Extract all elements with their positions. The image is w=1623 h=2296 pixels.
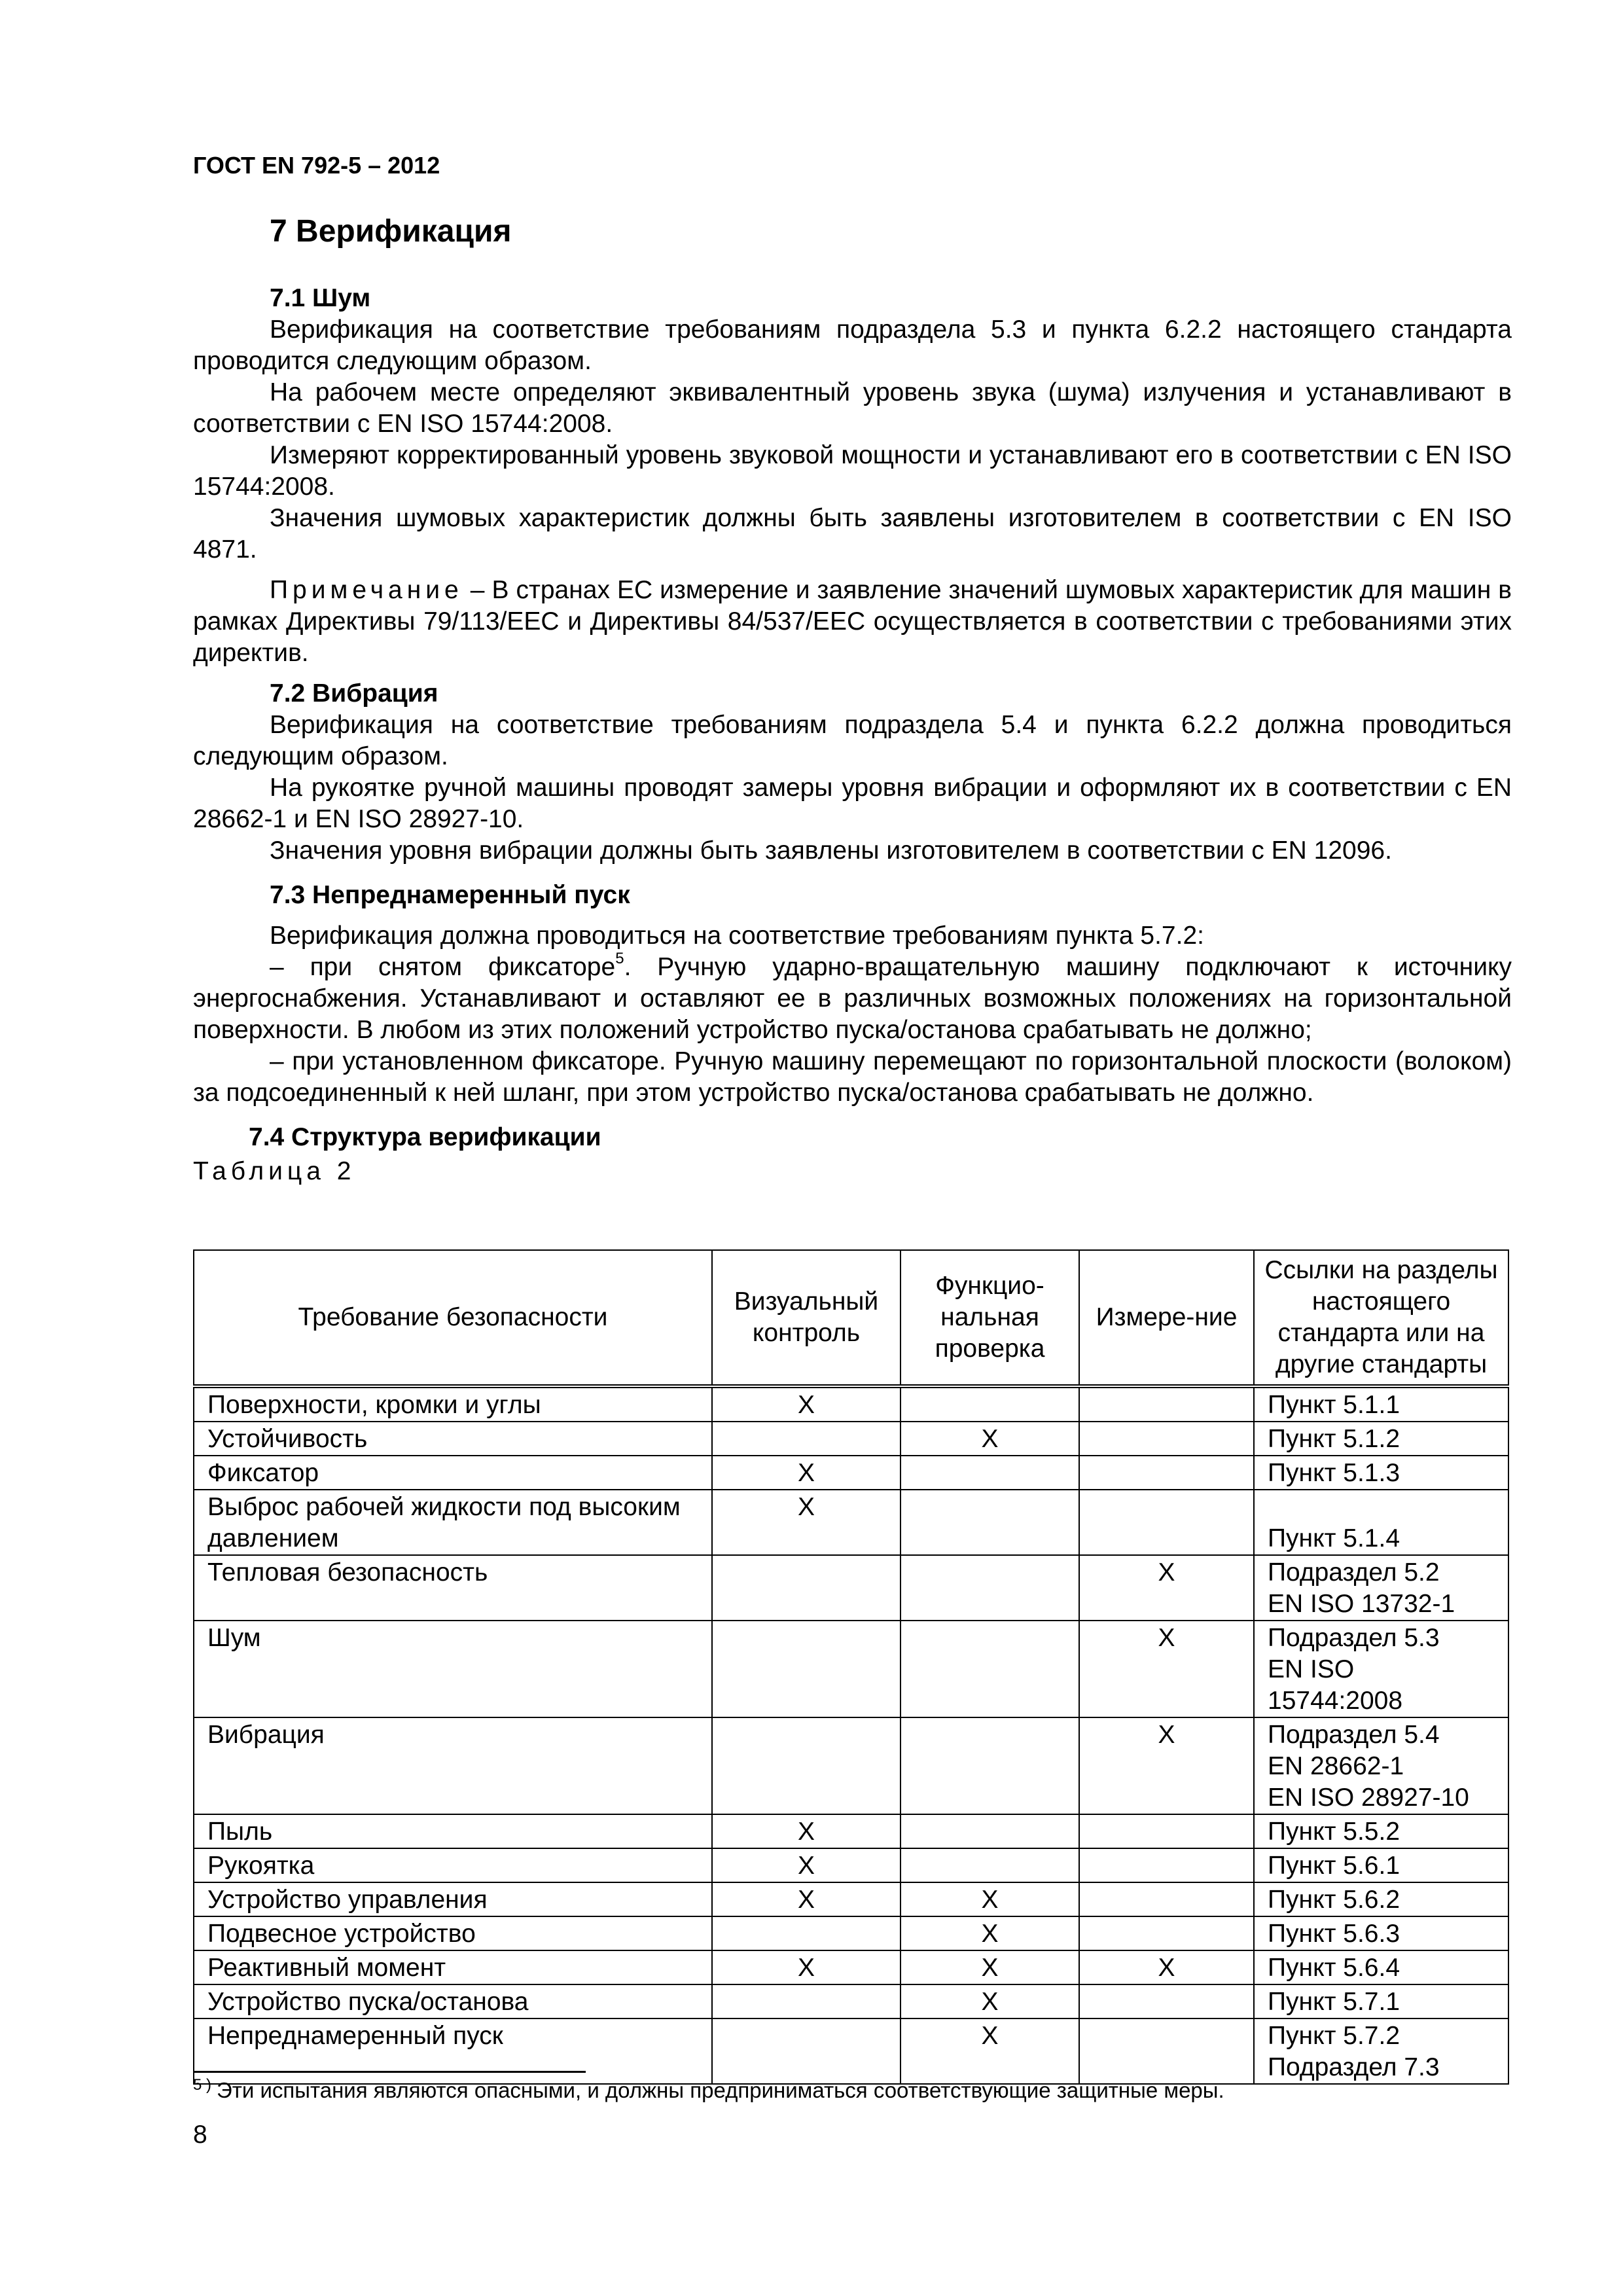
measurement-cell [1079,1882,1254,1916]
functional-cell [901,1555,1079,1621]
functional-cell [901,1456,1079,1490]
table-row [194,1621,1508,1717]
requirement-cell [194,1422,712,1456]
functional-cell-text: X [981,1954,999,1982]
visual-cell-text: X [797,1818,815,1846]
note-text: – В странах ЕС измерение и заявление значений шумовых характеристик для машин в рамках Директивы 79/113/EEC и Директивы 84/537/EEC осуществляется в соответствии с требованиями этих директив. [193,576,1512,667]
table-row [194,2018,1508,2084]
table-row [194,1916,1508,1950]
reference-cell [1254,1456,1508,1490]
requirement-cell-text: Пыль [207,1818,273,1846]
reference-cell-text: Пункт 5.7.2 [1268,2022,1400,2050]
functional-cell [901,1386,1079,1422]
requirement-cell-text: Непреднамеренный пуск [207,2022,503,2050]
verification-table [193,1249,1509,2085]
header-references: Ссылки на разделы настоящего стандарта или на другие стандарты [1254,1250,1508,1386]
reference-cell [1254,1621,1508,1717]
reference-cell [1254,1950,1508,1984]
table-row [194,1555,1508,1621]
functional-cell-text: X [981,1988,999,2016]
paragraph: Верификация на соответствие требованиям подраздела 5.3 и пункта 6.2.2 настоящего стандарта проводится следующим образом. [193,315,1512,375]
reference-cell [1254,1882,1508,1916]
reference-cell-text: Пункт 5.1.3 [1268,1459,1400,1487]
paragraph-start: – при снятом фиксаторе [270,953,616,981]
reference-cell-text: EN 28662-1 [1268,1752,1404,1780]
measurement-cell [1079,2018,1254,2084]
functional-cell-text: X [981,1886,999,1914]
measurement-cell [1079,1490,1254,1555]
footnote-separator [193,2071,586,2073]
reference-cell-text: Пункт 5.6.1 [1268,1852,1400,1880]
visual-cell [712,1916,901,1950]
measurement-cell [1079,1555,1254,1621]
functional-cell [901,1621,1079,1717]
subsection-title-7-2: 7.2 Вибрация [270,679,438,708]
reference-cell [1254,1555,1508,1621]
table-row [194,1456,1508,1490]
functional-cell [901,1717,1079,1814]
requirement-cell-text: Реактивный момент [207,1954,446,1982]
requirement-cell [194,1848,712,1882]
requirement-cell [194,1456,712,1490]
requirement-cell [194,1386,712,1422]
paragraph: На рабочем месте определяют эквивалентный уровень звука (шума) излучения и устанавливают в соответствии с EN ISO 15744:2008. [193,378,1512,438]
subsection-title-7-1: 7.1 Шум [270,284,371,312]
table-row [194,1422,1508,1456]
paragraph: На рукоятке ручной машины проводят замеры уровня вибрации и оформляют их в соответствии с EN 28662-1 и EN ISO 28927-10. [193,774,1512,833]
visual-cell [712,1456,901,1490]
reference-cell [1254,1916,1508,1950]
reference-cell-text: Пункт 5.6.4 [1268,1954,1400,1982]
reference-cell [1254,2018,1508,2084]
measurement-cell-text: X [1158,1954,1175,1982]
page-number: 8 [193,2121,207,2149]
table-header-row [194,1250,1508,1386]
reference-cell [1254,1814,1508,1848]
requirement-cell-text: Выброс рабочей жидкости под высоким давлением [207,1493,681,1552]
requirement-cell [194,1717,712,1814]
functional-cell-text: X [981,1920,999,1948]
paragraph: – при установленном фиксаторе. Ручную машину перемещают по горизонтальной плоскости (волоком) за подсоединенный к ней шланг, при этом устройство пуска/останова срабатывать не должно. [193,1047,1512,1107]
header-visual: Визуальный контроль [712,1250,901,1386]
functional-cell [901,1984,1079,2018]
body-text [193,283,1512,1187]
functional-cell [901,1490,1079,1555]
visual-cell-text: X [797,1886,815,1914]
reference-cell [1254,1422,1508,1456]
functional-cell-text: X [981,1425,999,1453]
measurement-cell [1079,1984,1254,2018]
visual-cell [712,1717,901,1814]
requirement-cell-text: Подвесное устройство [207,1920,476,1948]
reference-cell [1254,1386,1508,1422]
requirement-cell-text: Шум [207,1624,261,1652]
subsection-title-7-3: 7.3 Непреднамеренный пуск [270,881,630,909]
requirement-cell-text: Вибрация [207,1721,325,1749]
table-row [194,1490,1508,1555]
requirement-cell [194,1621,712,1717]
table-row [194,1386,1508,1422]
functional-cell [901,1848,1079,1882]
visual-cell [712,1984,901,2018]
measurement-cell [1079,1456,1254,1490]
measurement-cell [1079,1717,1254,1814]
measurement-cell [1079,1386,1254,1422]
visual-cell-text: X [797,1493,815,1521]
measurement-cell [1079,1422,1254,1456]
footnote-ref: 5 [615,950,624,967]
table-row [194,1950,1508,1984]
functional-cell [901,2018,1079,2084]
functional-cell [901,1916,1079,1950]
measurement-cell [1079,1814,1254,1848]
document-header: ГОСТ EN 792-5 – 2012 [193,152,440,179]
reference-cell-text: Подраздел 7.3 [1268,2053,1440,2081]
reference-cell-text: Подраздел 5.2 [1268,1558,1440,1587]
table-row [194,1717,1508,1814]
reference-cell-text: Пункт 5.7.1 [1268,1988,1400,2016]
requirement-cell [194,1555,712,1621]
measurement-cell [1079,1950,1254,1984]
paragraph: Верификация должна проводиться на соответствие требованиям пункта 5.7.2: [270,922,1204,950]
requirement-cell [194,1814,712,1848]
reference-cell [1254,1490,1508,1555]
requirement-cell [194,1490,712,1555]
visual-cell [712,1848,901,1882]
requirement-cell [194,1984,712,2018]
table-caption: Таблица 2 [193,1157,356,1185]
note [193,575,1512,669]
visual-cell [712,1490,901,1555]
header-requirement: Требование безопасности [194,1250,712,1386]
footnote-mark: 5 ) [193,2076,212,2094]
reference-cell-text: Подраздел 5.4 [1268,1721,1440,1749]
requirement-cell-text: Поверхности, кромки и углы [207,1391,541,1419]
reference-cell [1254,1848,1508,1882]
visual-cell [712,1422,901,1456]
requirement-cell-text: Устройство пуска/останова [207,1988,529,2016]
note-label: Примечание [270,576,463,604]
requirement-cell-text: Тепловая безопасность [207,1558,488,1587]
table-row [194,1882,1508,1916]
visual-cell [712,1386,901,1422]
paragraph: Значения шумовых характеристик должны быть заявлены изготовителем в соответствии с EN ISO 4871. [193,504,1512,564]
footnote [193,2078,1224,2103]
functional-cell [901,1814,1079,1848]
visual-cell-text: X [797,1459,815,1487]
functional-cell-text: X [981,2022,999,2050]
footnote-text: Эти испытания являются опасными, и должны предприниматься соответствующие защитные меры. [217,2078,1224,2102]
requirement-cell-text: Рукоятка [207,1852,315,1880]
measurement-cell-text: X [1158,1558,1175,1587]
reference-cell-text: Пункт 5.5.2 [1268,1818,1400,1846]
table-row [194,1848,1508,1882]
visual-cell-text: X [797,1852,815,1880]
reference-cell-text: Пункт 5.6.2 [1268,1886,1400,1914]
paragraph: Значения уровня вибрации должны быть заявлены изготовителем в соответствии с EN 12096. [270,836,1392,865]
functional-cell [901,1422,1079,1456]
visual-cell [712,1814,901,1848]
table-row [194,1984,1508,2018]
subsection-title-7-4: 7.4 Структура верификации [249,1123,601,1151]
measurement-cell [1079,1916,1254,1950]
paragraph-rest: . Ручную ударно-вращательную машину подключают к источнику энергоснабжения. Устанавливают и оставляют ее в различных возможных положениях на горизонтальной поверхности. В любом из этих положений устройство пуска/останова срабатывать не должно; [193,953,1512,1044]
paragraph: Верификация на соответствие требованиям подраздела 5.4 и пункта 6.2.2 должна проводиться следующим образом. [193,711,1512,770]
reference-cell-text: EN ISO 13732-1 [1268,1590,1455,1618]
reference-cell-text: Пункт 5.1.1 [1268,1391,1400,1419]
header-measurement: Измере-ние [1079,1250,1254,1386]
reference-cell-text: EN ISO 28927-10 [1268,1784,1469,1812]
visual-cell-text: X [797,1954,815,1982]
requirement-cell [194,1916,712,1950]
visual-cell-text: X [797,1391,815,1419]
measurement-cell [1079,1848,1254,1882]
measurement-cell [1079,1621,1254,1717]
visual-cell [712,1555,901,1621]
reference-cell-text: Подраздел 5.3 [1268,1624,1440,1652]
paragraph [193,952,1512,1046]
requirement-cell-text: Устройство управления [207,1886,488,1914]
reference-cell-text: Пункт 5.1.4 [1268,1524,1400,1552]
visual-cell [712,1950,901,1984]
table-body [194,1386,1508,2084]
header-functional: Функцио-нальная проверка [901,1250,1079,1386]
requirement-cell [194,2018,712,2084]
requirement-cell-text: Фиксатор [207,1459,319,1487]
table-row [194,1814,1508,1848]
measurement-cell-text: X [1158,1721,1175,1749]
measurement-cell-text: X [1158,1624,1175,1652]
reference-cell-text: Пункт 5.1.2 [1268,1425,1400,1453]
functional-cell [901,1950,1079,1984]
reference-cell [1254,1717,1508,1814]
paragraph: Измеряют корректированный уровень звуковой мощности и устанавливают его в соответствии с EN ISO 15744:2008. [193,441,1512,501]
requirement-cell-text: Устойчивость [207,1425,368,1453]
functional-cell [901,1882,1079,1916]
reference-cell-text: Пункт 5.6.3 [1268,1920,1400,1948]
requirement-cell [194,1882,712,1916]
reference-cell-text: EN ISO 15744:2008 [1268,1655,1403,1715]
visual-cell [712,1882,901,1916]
reference-cell [1254,1984,1508,2018]
section-title: 7 Верификация [270,214,512,249]
requirement-cell [194,1950,712,1984]
visual-cell [712,1621,901,1717]
visual-cell [712,2018,901,2084]
